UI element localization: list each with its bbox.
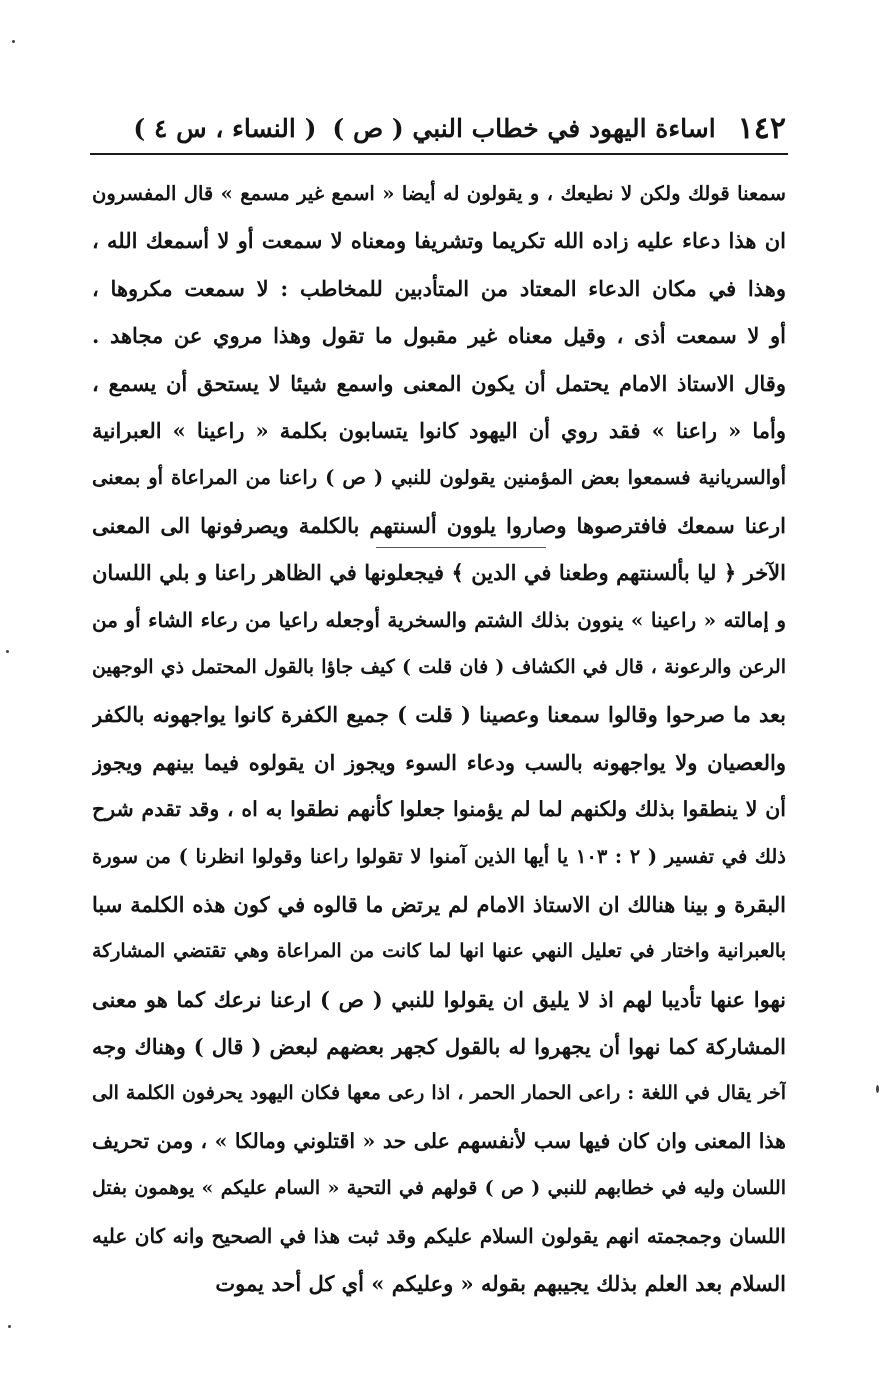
text-line: المشاركة كما نهوا أن يجهروا له بالقول كجهر بعضهم لبعض ( قال ) وهناك وجه	[92, 1034, 786, 1060]
print-speck	[6, 650, 9, 653]
text-line: بعد ما صرحوا وقالوا سمعنا وعصينا ( قلت ) جميع الكفرة كانوا يواجهونه بالكفر	[92, 702, 786, 728]
text-line: اللسان وجمجمته انهم يقولون السلام عليكم وقد ثبت هذا في الصحيح وانه كان عليه	[92, 1223, 786, 1248]
print-smudge-line	[376, 547, 546, 548]
text-line: و إمالته « راعينا » ينوون بذلك الشتم والسخرية أوجعله راعيا من رعاء الشاء أو من	[92, 607, 786, 632]
text-line: آخر يقال في اللغة : راعى الحمار الحمر ، اذا رعى معها فكان اليهود يحرفون الكلمة الى	[92, 1082, 786, 1105]
text-line: البقرة و بينا هنالك ان الاستاذ الامام لم يرتض ما قالوه في كون هذه الكلمة سبا	[92, 891, 786, 917]
text-line: وهذا في مكان الدعاء المعتاد من المتأدبين للمخاطب : لا سمعت مكروها ،	[92, 275, 786, 301]
running-title: اساءة اليهود في خطاب النبي ( ص )	[332, 113, 716, 143]
text-line: سمعنا قولك ولكن لا نطيعك ، و يقولون له أيضا « اسمع غير مسمع » قال المفسرون	[92, 182, 786, 205]
print-speck	[8, 1325, 11, 1328]
print-speck	[12, 40, 15, 43]
text-line: السلام بعد العلم بذلك يجيبهم بقوله « وعليكم » أي كل أحد يموت	[215, 1270, 786, 1296]
text-line: وأما « راعنا » فقد روي أن اليهود كانوا يتسابون بكلمة « راعينا » العبرانية	[92, 417, 786, 443]
body-text	[92, 170, 786, 1307]
text-line: الآخر ﴿ ليا بألسنتهم وطعنا في الدين ﴾ فيجعلونها في الظاهر راعنا و بلي اللسان	[92, 560, 786, 586]
text-line: اللسان وليه في خطابهم للنبي ( ص ) قولهم في التحية « السام عليكم » يوهمون بفتل	[92, 1177, 786, 1200]
text-line: وقال الاستاذ الامام يحتمل أن يكون المعنى واسمع شيئا لا يستحق أن يسمع ،	[92, 370, 786, 396]
text-line: الرعن والرعونة ، قال في الكشاف ( فان قلت ) كيف جاؤا بالقول المحتمل ذي الوجهين	[92, 655, 786, 678]
text-line: أن لا ينطقوا بذلك ولكنهم لما لم يؤمنوا جعلوا كأنهم نطقوا به اه ، وقد تقدم شرح	[92, 797, 786, 822]
text-line: أوالسريانية فسمعوا بعض المؤمنين يقولون للنبي ( ص ) راعنا من المراعاة أو بمعنى	[92, 466, 786, 490]
text-line: أو لا سمعت أذى ، وقيل معناه غير مقبول ما تقول وهذا مروي عن مجاهد .	[92, 323, 786, 349]
page-header	[92, 108, 786, 148]
surah-reference: ( النساء ، س ٤ )	[133, 113, 317, 143]
page-number: ١٤٢	[737, 110, 786, 146]
print-speck	[876, 1085, 879, 1093]
text-line: بالعبرانية واختار في تعليل النهي عنها انها لما كانت من المراعاة وهي تقتضي المشاركة	[92, 940, 786, 963]
text-line: هذا المعنى وان كان فيها سب لأنفسهم على حد « اقتلوني ومالكا » ، ومن تحريف	[92, 1128, 786, 1153]
text-line: ان هذا دعاء عليه زاده الله تكريما وتشريفا ومعناه لا سمعت أو لا أسمعك الله ،	[92, 228, 786, 254]
text-line: والعصيان ولا يواجهونه بالسب ودعاء السوء ويجوز ان يقولوه فيما بينهم ويجوز	[92, 749, 786, 775]
header-divider	[90, 153, 788, 155]
text-line: نهوا عنها تأديبا لهم اذ لا يليق ان يقولوا للنبي ( ص ) ارعنا نرعك كما هو معنى	[92, 986, 786, 1012]
text-line: ذلك في تفسير ( ٢ : ١٠٣ يا أيها الذين آمنوا لا تقولوا راعنا وقولوا انظرنا ) من سورة	[92, 845, 786, 869]
text-line: ارعنا سمعك فافترصوها وصاروا يلوون ألسنتهم بالكلمة ويصرفونها الى المعنى	[92, 512, 786, 538]
